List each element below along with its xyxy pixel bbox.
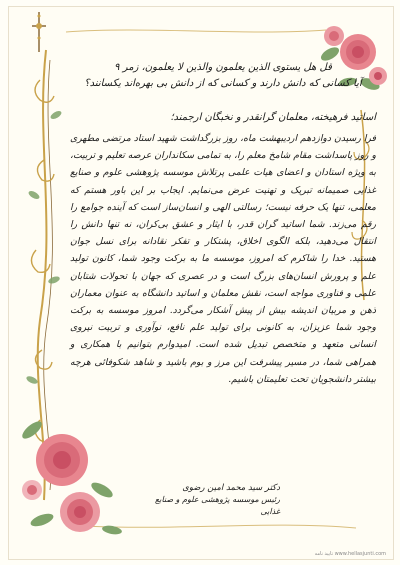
footer-url: www.hellasjunti.com تایید نامه: [314, 551, 386, 557]
quran-quote: [70, 60, 376, 92]
letter-body: فرا رسیدن دوازدهم اردیبهشت ماه، روز بزرگداشت شهید استاد مرتضی مطهری و روز پاسداشت مقام شامخ معلم را، به تمامی سکانداران عرصه تعلیم و تربیت، به ویژه استادان و اعضای هیات علمی پرتلاش موسسه پژوهشی علوم و صنایع غذایی صمیمانه تبریک و تهنیت عرض می‌نمایم. ایجاب بر این باور هستم که معلمی، تنها یک حرفه نیست؛ رسالتی الهی و انسان‌ساز است که آینده جوامع را رقم می‌زند. شما اساتید گران قدر، با ایثار و عشق بی‌کران، نه تنها دانش را انتقال می‌دهید، بلکه الگوی اخلاق، پشتکار و تفکر نقادانه برای نسل جوان هستید. خدا را شاکرم که امروز، موسسه ما به برکت وجود شما، کانون تولید علم و پرورش انسان‌های بزرگ است و در عصری که جهان با تحولات شتابان علمی و فناوری مواجه است، نقش معلمان و اساتید دانشگاه به عنوان معماران ذهن و مربیان اندیشه بیش از پیش آشکار می‌گردد. امروز موسسه به برکت وجود شما عزیزان، به کانونی برای تولید علم نافع، نوآوری و تربیت نیروی انسانی متعهد و متخصص تبدیل شده است. امیدوارم بتوانیم با همکاری و همراهی شما، در مسیر پیشرفت این مرز و بوم باشید و شاهد شکوفائی هرچه بیشتر دانشجویان تحت تعلیمتان باشیم.: [70, 133, 376, 385]
rose-cluster-icon: [12, 400, 132, 550]
signature-title: رئیس موسسه پژوهشی علوم و صنایع غذایی: [155, 495, 280, 516]
ornament-cross-icon: [30, 12, 48, 52]
greeting: اساتید فرهیخته، معلمان گرانقدر و نخبگان ارجمند؛: [170, 112, 376, 123]
letter-content: [70, 60, 376, 388]
quote-line-persian: آیا کسانی که دانش دارند و کسانی که از دانش بی بهره‌اند یکسانند؟: [84, 78, 362, 89]
signature-block: [150, 482, 280, 518]
signature-name: دکتر سید محمد امین رضوی: [182, 483, 280, 493]
quote-line-arabic: قل هل یستوی الذین یعلمون والذین لا یعلمون، زمر ۹: [114, 62, 332, 73]
